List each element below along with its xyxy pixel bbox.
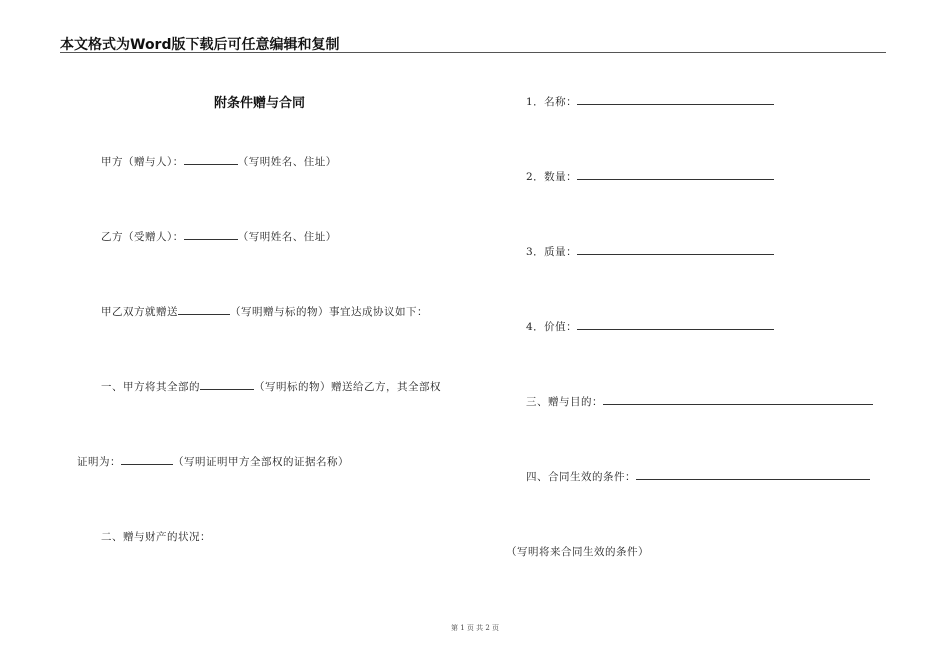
purpose-label: 三、赠与目的： [526, 396, 603, 408]
party-b-note: （写明姓名、住址） [237, 231, 337, 243]
agreement-suffix: （写明赠与标的物）事宜达成协议如下： [230, 306, 428, 318]
proof-suffix: （写明证明甲方全部权的证据名称） [173, 456, 349, 468]
proof-line [77, 454, 349, 469]
proof-prefix: 证明为： [77, 456, 121, 468]
item-quantity-blank[interactable] [577, 169, 774, 180]
item-name-line [526, 94, 774, 109]
header-text: 本文格式为Word版下载后可任意编辑和复制 [60, 37, 340, 53]
item-name-blank[interactable] [577, 94, 774, 105]
item-name-label: 1．名称： [526, 96, 578, 108]
party-a-note: （写明姓名、住址） [237, 156, 337, 168]
clause1-line [101, 379, 441, 394]
party-a-blank[interactable] [184, 154, 238, 165]
agreement-blank[interactable] [178, 304, 230, 315]
item-quality-blank[interactable] [577, 244, 774, 255]
party-b-label: 乙方（受赠人）： [101, 231, 184, 243]
item-value-label: 4．价值： [526, 321, 578, 333]
purpose-blank[interactable] [603, 394, 873, 405]
agreement-line [101, 304, 428, 319]
page-header [60, 34, 886, 53]
item-value-line [526, 319, 774, 334]
document-title: 附条件赠与合同 [214, 96, 306, 111]
proof-blank[interactable] [121, 454, 173, 465]
condition-note: （写明将来合同生效的条件） [506, 546, 649, 558]
item-quantity-line [526, 169, 774, 184]
condition-label: 四、合同生效的条件： [526, 471, 636, 483]
item-quality-label: 3．质量： [526, 246, 578, 258]
item-quality-line [526, 244, 774, 259]
party-b-line [101, 229, 337, 244]
clause1-suffix: （写明标的物）赠送给乙方，其全部权 [254, 381, 441, 393]
condition-line [526, 469, 870, 484]
item-quantity-label: 2．数量： [526, 171, 578, 183]
agreement-prefix: 甲乙双方就赠送 [101, 306, 178, 318]
party-b-blank[interactable] [184, 229, 238, 240]
condition-blank[interactable] [636, 469, 870, 480]
clause1-prefix: 一、甲方将其全部的 [101, 381, 200, 393]
page-footer: 第 1 页 共 2 页 [450, 624, 500, 632]
party-a-line [101, 154, 337, 169]
clause1-blank[interactable] [200, 379, 254, 390]
clause2-line: 二、赠与财产的状况： [101, 531, 211, 543]
item-value-blank[interactable] [577, 319, 774, 330]
purpose-line [526, 394, 873, 409]
party-a-label: 甲方（赠与人）： [101, 156, 184, 168]
